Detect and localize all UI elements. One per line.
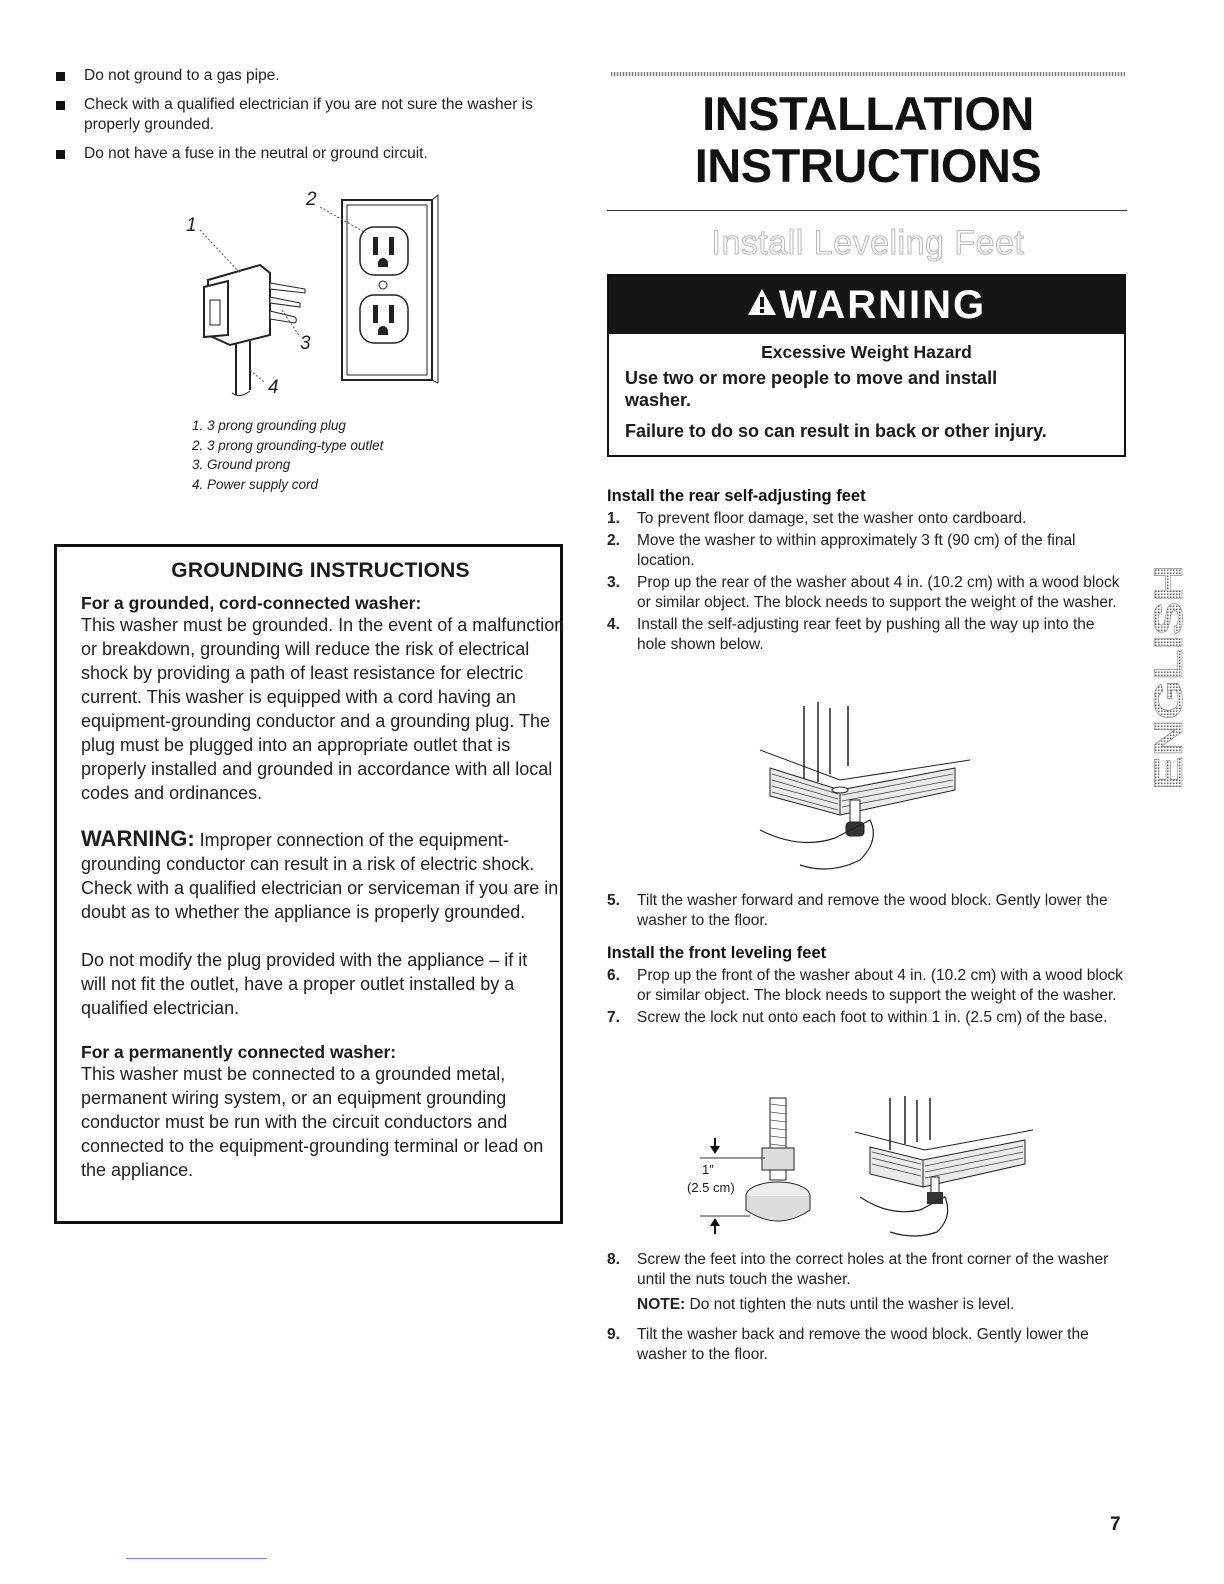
step-text: Screw the lock nut onto each foot to within 1 in. (2.5 cm) of the base. bbox=[637, 1009, 1108, 1026]
step-text: To prevent floor damage, set the washer onto cardboard. bbox=[637, 510, 1027, 527]
rear-foot-drawing bbox=[740, 700, 970, 875]
weight-warning-box bbox=[607, 274, 1126, 457]
step-text: Prop up the rear of the washer about 4 in. (10.2 cm) with a wood block or similar object. The block needs to support the weight of the washer. bbox=[637, 574, 1120, 611]
dimension-inch: 1" bbox=[702, 1162, 714, 1177]
plug-outlet-illustration bbox=[170, 185, 450, 405]
grounding-instructions-box bbox=[54, 544, 563, 1224]
step-item bbox=[607, 1325, 1117, 1365]
language-side-tab bbox=[1150, 560, 1192, 795]
cord-connected-heading: For a grounded, cord-connected washer: bbox=[81, 593, 422, 613]
warning-consequence: Failure to do so can result in back or other injury. bbox=[625, 421, 1047, 441]
plug-figure-legend bbox=[192, 416, 383, 494]
step-item bbox=[607, 966, 1127, 1006]
step-number: 1. bbox=[607, 510, 620, 527]
cord-connected-text: This washer must be grounded. In the event of a malfunction or breakdown, grounding will reduce the risk of electrical shock by providing a path of least resistance for electric current. This washer is equipped with a cord having an equipment-grounding conductor and a grounding plug. The plug must be plugged into an appropriate outlet that is properly installed and grounded in accordance with all local codes and ordinances. bbox=[81, 615, 565, 803]
note bbox=[607, 1295, 1127, 1315]
top-dotted-rule bbox=[611, 72, 1125, 76]
lock-nut-illustration bbox=[680, 1092, 830, 1240]
warning-banner bbox=[609, 276, 1124, 334]
plug-outlet-drawing bbox=[170, 185, 450, 405]
modify-plug-text: Do not modify the plug provided with the appliance – if it will not fit the outlet, have a proper outlet installed by a qualified electrician. bbox=[81, 950, 528, 1018]
bottom-link-underline bbox=[126, 1558, 267, 1559]
grounding-title: GROUNDING INSTRUCTIONS bbox=[171, 559, 470, 582]
warning-banner-text: WARNING bbox=[778, 283, 987, 327]
step-text: Tilt the washer forward and remove the wood block. Gently lower the washer to the floor. bbox=[637, 892, 1108, 929]
page-number: 7 bbox=[1110, 1514, 1121, 1535]
rear-feet-heading: Install the rear self-adjusting feet bbox=[607, 487, 866, 505]
page-title-line1: INSTALLATION bbox=[702, 87, 1034, 140]
grounding-warning-label: WARNING: bbox=[81, 826, 195, 851]
legend-item: 4. Power supply cord bbox=[192, 476, 319, 492]
bullet-item: Do not ground to a gas pipe. bbox=[55, 66, 555, 86]
callout-1: 1 bbox=[186, 215, 197, 236]
step-number: 7. bbox=[607, 1009, 620, 1026]
legend-item: 3. Ground prong bbox=[192, 457, 291, 472]
step-item bbox=[607, 1008, 1117, 1028]
rear-foot-illustration bbox=[740, 700, 970, 875]
rear-feet-section bbox=[607, 486, 1127, 657]
step-number: 4. bbox=[607, 616, 620, 633]
callout-2: 2 bbox=[306, 189, 317, 210]
legend-item: 2. 3 prong grounding-type outlet bbox=[192, 437, 384, 453]
note-text: Do not tighten the nuts until the washer is level. bbox=[685, 1296, 1015, 1313]
note-label: NOTE: bbox=[637, 1296, 686, 1313]
step-text: Screw the feet into the correct holes at the front corner of the washer until the nuts touch the washer. bbox=[637, 1251, 1109, 1288]
grounding-warning-text: Improper connection of the equipment-grounding conductor can result in a risk of electric shock. Check with a qualified electrician or serviceman if you are in doubt as to whether the appliance is properly grounded. bbox=[81, 830, 559, 922]
hazard-title: Excessive Weight Hazard bbox=[761, 342, 972, 362]
step-number: 6. bbox=[607, 967, 620, 984]
step-number: 2. bbox=[607, 532, 620, 549]
step-item bbox=[607, 1250, 1127, 1290]
warning-instruction: Use two or more people to move and install washer. bbox=[625, 368, 998, 410]
dimension-cm: (2.5 cm) bbox=[687, 1180, 735, 1195]
front-foot-illustration bbox=[845, 1092, 1045, 1240]
front-foot-drawing bbox=[845, 1092, 1045, 1240]
bullet-item: Do not have a fuse in the neutral or ground circuit. bbox=[55, 144, 555, 164]
section-title: Install Leveling Feet bbox=[711, 224, 1025, 262]
warning-triangle-icon bbox=[747, 274, 777, 332]
step-number: 9. bbox=[607, 1326, 620, 1343]
legend-item: 1. 3 prong grounding plug bbox=[192, 418, 346, 433]
final-steps-section bbox=[607, 1250, 1127, 1367]
step-item bbox=[607, 509, 1127, 529]
front-feet-heading: Install the front leveling feet bbox=[607, 944, 827, 962]
permanent-connection-text: This washer must be connected to a grounded metal, permanent wiring system, or an equipment grounding conductor must be run with the circuit conductors and connected to the equipment-grounding terminal or lead on the appliance. bbox=[81, 1064, 544, 1180]
step-text: Move the washer to within approximately 3 ft (90 cm) of the final location. bbox=[637, 532, 1076, 569]
page-title bbox=[611, 88, 1125, 192]
step-text: Prop up the front of the washer about 4 in. (10.2 cm) with a wood block or similar object. The block needs to support the weight of the washer. bbox=[637, 967, 1123, 1004]
language-tab-text: ENGLISH bbox=[1150, 612, 1191, 790]
step-number: 5. bbox=[607, 892, 620, 909]
title-divider bbox=[607, 210, 1127, 211]
step-number: 3. bbox=[607, 574, 620, 591]
step-item bbox=[607, 531, 1117, 571]
grounding-warning-paragraph bbox=[81, 827, 561, 924]
grounding-bullet-list bbox=[55, 66, 555, 173]
step-item bbox=[607, 891, 1127, 931]
step-text: Tilt the washer back and remove the wood block. Gently lower the washer to the floor. bbox=[637, 1326, 1089, 1363]
step-item bbox=[607, 573, 1127, 613]
step-item bbox=[607, 615, 1117, 655]
language-tab-graphic bbox=[1150, 560, 1192, 795]
step-text: Install the self-adjusting rear feet by pushing all the way up into the hole shown below. bbox=[637, 616, 1095, 653]
front-feet-section bbox=[607, 891, 1127, 1030]
callout-3: 3 bbox=[300, 333, 311, 354]
step-number: 8. bbox=[607, 1251, 620, 1268]
permanent-connection-heading: For a permanently connected washer: bbox=[81, 1042, 397, 1062]
bullet-item: Check with a qualified electrician if you are not sure the washer is properly grounded. bbox=[55, 95, 555, 135]
callout-4: 4 bbox=[268, 377, 279, 398]
page-title-line2: INSTRUCTIONS bbox=[694, 139, 1042, 192]
